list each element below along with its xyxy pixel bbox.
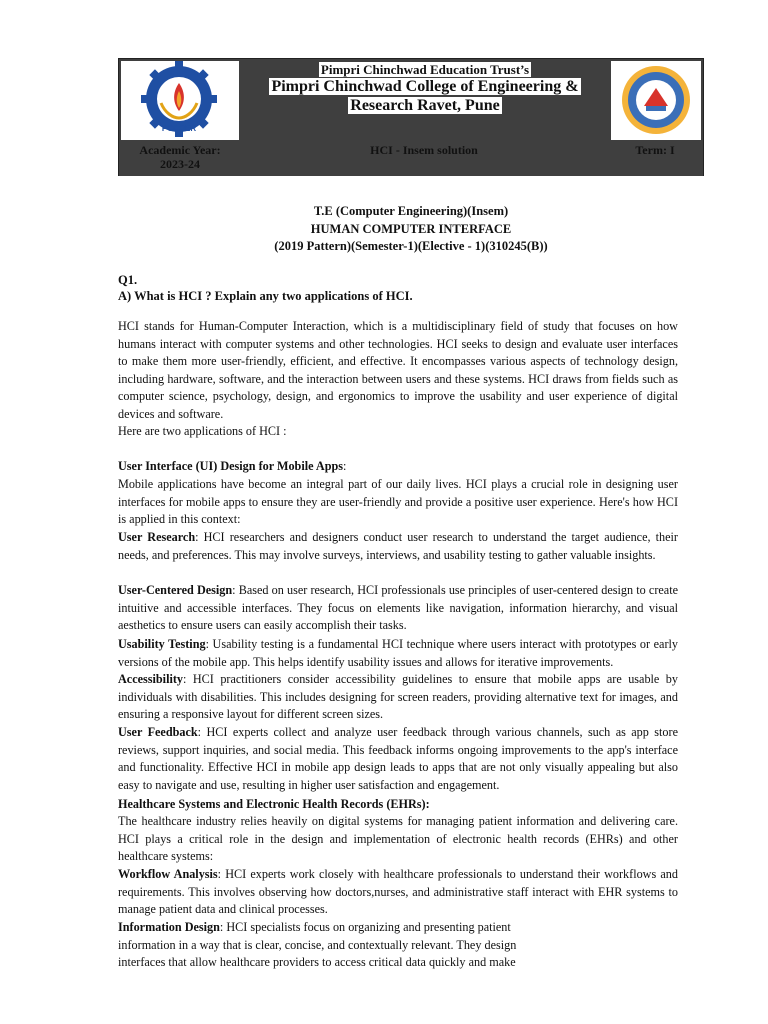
question-number: Q1. xyxy=(118,273,138,287)
application-1-heading: User Interface (UI) Design for Mobile Apps: xyxy=(118,459,347,473)
college-logo-right xyxy=(611,61,701,140)
application-1-intro: Mobile applications have become an integral part of our daily lives. HCI plays a crucial role in designing user interfaces for mobile apps to ensure they are user-friendly and provide a positive user experience. Here's how HCI is applied in this context: xyxy=(118,477,678,527)
term-value: Term: I xyxy=(635,143,675,157)
workflow-analysis-term: Workflow Analysis xyxy=(118,867,218,881)
usability-testing-text: : Usability testing is a fundamental HCI technique where users interact with prototypes or early versions of the mobile app. This helps identify usability issues and allows for iterative improvements. xyxy=(118,637,679,669)
term-cell xyxy=(607,142,703,176)
information-design-term: Information Design xyxy=(118,920,220,934)
gear-logo-icon xyxy=(121,61,239,140)
ucd-paragraph xyxy=(118,582,678,635)
accessibility-text: : HCI practitioners consider accessibility guidelines to ensure that mobile apps are usable by individuals with disabilities. This includes designing for screen readers, providing alternative text for images, and ensuring a responsive layout for different screen sizes. xyxy=(118,672,678,722)
ucd-term: User-Centered Design xyxy=(118,583,233,597)
usability-testing-term: Usability Testing xyxy=(118,637,206,651)
accessibility-paragraph xyxy=(118,671,678,724)
college-logo-left xyxy=(121,61,239,140)
course-title-line3: (2019 Pattern)(Semester-1)(Elective - 1)(310245(B)) xyxy=(274,239,548,253)
user-research-paragraph xyxy=(118,529,678,564)
course-title-line1: T.E (Computer Engineering)(Insem) xyxy=(313,204,509,218)
subject-cell xyxy=(241,142,608,176)
information-design-line1: : HCI specialists focus on organizing and presenting patient xyxy=(219,920,511,934)
accessibility-term: Accessibility xyxy=(118,672,183,686)
user-research-text: : HCI researchers and designers conduct user research to understand the target audience, their needs, and preferences. This may involve surveys, interviews, and usability testing to gather valuable insights. xyxy=(118,530,678,562)
two-applications-line: Here are two applications of HCI : xyxy=(118,424,287,438)
academic-year-label: Academic Year: xyxy=(139,143,221,157)
workflow-analysis-paragraph xyxy=(118,866,678,919)
information-design-paragraph xyxy=(118,919,678,972)
application-2-intro: The healthcare industry relies heavily on digital systems for managing patient information and delivering care. HCI plays a critical role in the design and implementation of electronic health records (EHRs) and other healthcare systems: xyxy=(118,814,678,864)
academic-year-value: 2023-24 xyxy=(160,157,200,171)
user-feedback-text: : HCI experts collect and analyze user feedback through various channels, such as app store reviews, support inquiries, and social media. This feedback informs ongoing improvements to the app's interface and functionality. Effective HCI in mobile app design leads to apps that are not only visually appealing but also easy to navigate and use, resulting in higher user satisfaction and engagement. xyxy=(118,725,678,792)
intro-paragraph: HCI stands for Human-Computer Interaction, which is a multidisciplinary field of study that focuses on how humans interact with computer systems and other technologies. HCI seeks to design and evaluate user interfaces to make them more user-friendly, efficient, and effective. It encompasses various aspects of technology design, including hardware, software, and the interaction between users and these systems. HCI draws from fields such as computer science, psychology, design, and ergonomics to improve the usability and user experience of digital devices and software. xyxy=(118,319,678,421)
information-design-line2: information in a way that is clear, concise, and contextually relevant. They design xyxy=(118,937,517,952)
app1-heading-text: User Interface (UI) Design for Mobile Apps xyxy=(118,459,343,473)
user-feedback-paragraph xyxy=(118,724,678,794)
question-text: A) What is HCI ? Explain any two applications of HCI. xyxy=(118,289,413,303)
user-feedback-term: User Feedback xyxy=(118,725,198,739)
academic-year-cell xyxy=(119,142,242,176)
usability-testing-paragraph xyxy=(118,636,678,671)
header-table xyxy=(118,58,704,176)
subject-title: HCI - Insem solution xyxy=(370,143,478,157)
app2-heading-text: Healthcare Systems and Electronic Health Records (EHRs): xyxy=(118,797,430,811)
college-title-block xyxy=(243,61,607,140)
college-name-line2: Research Ravet, Pune xyxy=(350,97,500,114)
emblem-logo-icon xyxy=(611,61,701,140)
course-title-line2: HUMAN COMPUTER INTERFACE xyxy=(310,222,512,236)
application-2-heading xyxy=(118,796,678,814)
workflow-analysis-text: : HCI experts work closely with healthcare professionals to understand their workflows and requirements. This involves observing how doctors,nurses, and administrative staff interact with EHR systems to manage patient data and clinical processes. xyxy=(118,867,678,917)
information-design-line3: interfaces that allow healthcare providers to access critical data quickly and make xyxy=(118,955,516,970)
college-name-line1: Pimpri Chinchwad College of Engineering & xyxy=(271,78,579,95)
ucd-text: : Based on user research, HCI professionals use principles of user-centered design to create intuitive and accessible interfaces. They focus on elements like navigation, information hierarchy, and visual aesthetics to ensure users can easily accomplish their tasks. xyxy=(118,583,678,633)
trust-name: Pimpri Chinchwad Education Trust’s xyxy=(320,62,530,77)
logo-text: PCCOER xyxy=(161,124,197,133)
user-research-term: User Research xyxy=(118,530,196,544)
